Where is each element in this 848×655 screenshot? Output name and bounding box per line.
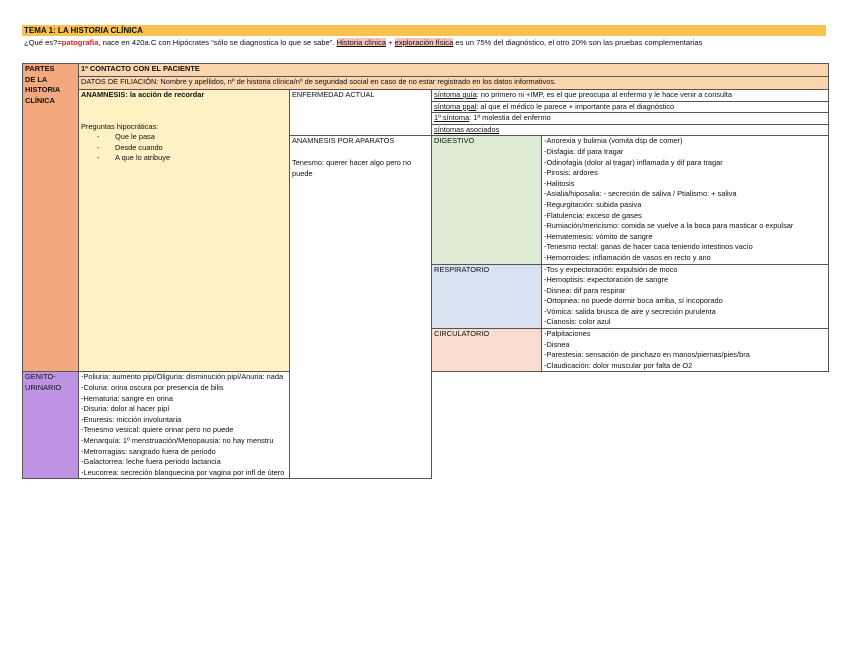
system-name-respiratorio: RESPIRATORIO [432,264,542,329]
symptom-item: -Disnea [544,339,570,349]
preguntas-title: Preguntas hipocráticas: [81,121,159,131]
partes-label-line: PARTES [25,64,55,73]
intro-end: es un 75% del diagnóstico, el otro 20% son las pruebas complementarias [453,38,703,47]
symptom-item: -Disnea: dif para respirar [544,285,626,295]
anamnesis-cell [79,90,290,372]
symptom-item: -Disfagia: dif para tragar [544,146,624,156]
symptom-item: -Vómica: salida brusca de aire y secreción purulenta [544,306,716,316]
system-name-digestivo: DIGESTIVO [432,136,542,264]
tenesmo-note: Tenesmo: querer hacer algo pero no puede [292,157,412,178]
system-items-circulatorio [542,329,829,372]
sintoma-term: síntomas asociados [434,124,500,134]
sintoma-term: 1º síntoma [434,113,470,123]
sintoma-ppal-cell [432,101,829,113]
symptom-item: -Hemoptisis: expectoración de sangre [544,275,669,285]
symptom-item: -Hematuria: sangre en orina [81,393,174,403]
pregunta-item: - Desde cuando [97,143,287,154]
intro-plus: + [385,38,395,47]
symptom-item: -Leucorrea: secreción blanquecina por vagina por infl de útero [81,467,285,477]
primer-contacto-row: 1º CONTACTO CON EL PACIENTE [79,64,829,77]
system-name-genito-urinario: GENITO-URINARIO [23,372,79,479]
symptom-item: -Galactorrea: leche fuera periodo lactancia [81,457,221,467]
sintoma-text: : no primero ni +IMP, es el que preocupa al enfermo y le hace venir a consulta [476,90,732,99]
symptom-item: -Regurgitación: subida pasiva [544,199,642,209]
intro-historia-clinica: Historia clínica [336,38,386,47]
symptom-item: -Disuria: dolor al hacer pipí [81,404,170,414]
sintoma-term: síntoma ppal [434,101,477,111]
partes-label-line: CLÍNICA [25,95,55,105]
partes-label-line: DE LA [25,74,48,84]
anamnesis-title: ANAMNESIS: la acción de recordar [81,90,205,99]
symptom-item: -Pirosis: ardores [544,168,598,178]
system-items-respiratorio [542,264,829,329]
symptom-item: -Flatulencia: exceso de gases [544,210,642,220]
symptom-item: -Parestesia: sensación de pinchazo en manos/piernas/pies/bra [544,350,750,360]
anamnesis-aparatos-label: ANAMNESIS POR APARATOS [292,136,395,146]
symptom-item: -Claudicación: dolor muscular por falta de O2 [544,360,693,370]
intro-mid: , nace en 420a.C con Hipócrates “sólo se diagnostica lo que se sabe”. [98,38,337,47]
symptom-item: -Palpitaciones [544,329,591,339]
pregunta-item: - A que lo atribuye [97,153,287,164]
symptom-item: -Rumiación/mericismo: comida se vuelve a la boca para masticar o expulsar [544,221,794,231]
intro-patografia: patografía [61,38,99,47]
symptom-item: -Asialia/hiposalia: - secreción de saliva / Ptialismo: + saliva [544,189,737,199]
symptom-item: -Anorexia y bulimia (vomita dsp de comer) [544,136,683,146]
symptom-item: -Halitosis [544,178,575,188]
symptom-item: -Poliuria: aumento pipi/Oliguria: disminución pipí/Anuria: nada [81,372,284,382]
symptom-item: -Cianosis: color azul [544,317,611,327]
anamnesis-aparatos-cell [290,136,432,479]
intro-question: ¿Qué es?= [24,38,62,47]
system-items-digestivo [542,136,829,264]
sintoma-term: síntoma guía [434,90,477,99]
symptom-item: -Hemorroides: inflamación de vasos en recto y ano [544,252,711,262]
enfermedad-actual-cell: ENFERMEDAD ACTUAL [290,90,432,136]
symptom-item: -Tenesmo vesical: quiere orinar pero no puede [81,425,234,435]
symptom-item: -Enuresis: micción involuntaria [81,414,182,424]
symptom-item: -Ortopnea: no puede dormir boca arriba, sí incoporado [544,296,723,306]
symptom-item: -Hematemesis: vómito de sangre [544,231,653,241]
intro-exploracion-fisica: exploración física [394,38,454,47]
symptom-item: -Tos y expectoración: expulsión de moco [544,264,678,274]
symptom-item: -Tenesmo rectal: ganas de hacer caca teniendo intestinos vacío [544,242,753,252]
spacer [292,147,429,158]
preguntas-list [81,132,287,164]
datos-filiacion-row: DATOS DE FILIACIÓN: Nombre y apellidos, nº de historia clínica/nº de seguridad social en caso de no estar registrado en los datos informativos. [79,77,829,90]
pregunta-item: - Que le pasa [97,132,287,143]
partes-label-cell [23,64,79,372]
primer-sintoma-cell [432,113,829,125]
symptom-item: -Menarquía: 1º menstruación/Menopausia: no hay menstru [81,436,274,445]
sintoma-text: : al que el médico le parece + importante para el diagnóstico [476,101,675,111]
symptom-item: -Metrorragias: sangrado fuera de periodo [81,446,216,456]
partes-label-line: HISTORIA [25,85,61,95]
spacer [81,101,287,122]
sintomas-asociados-cell [432,124,829,136]
symptom-item: -Odinofagia (dolor al tragar) inflamada y dif para tragar [544,157,723,167]
page-title: TEMA 1: LA HISTORIA CLÍNICA [22,25,826,36]
historia-clinica-table [22,63,829,479]
symptom-item: -Coluria: orina oscura por presencia de bilis [81,383,224,393]
sintoma-guia-cell [432,90,829,102]
sintoma-text: : 1ª molestia del enfermo [469,113,551,123]
system-name-circulatorio: CIRCULATORIO [432,329,542,372]
intro-paragraph [24,37,829,48]
system-items-genito-urinario [79,372,290,479]
